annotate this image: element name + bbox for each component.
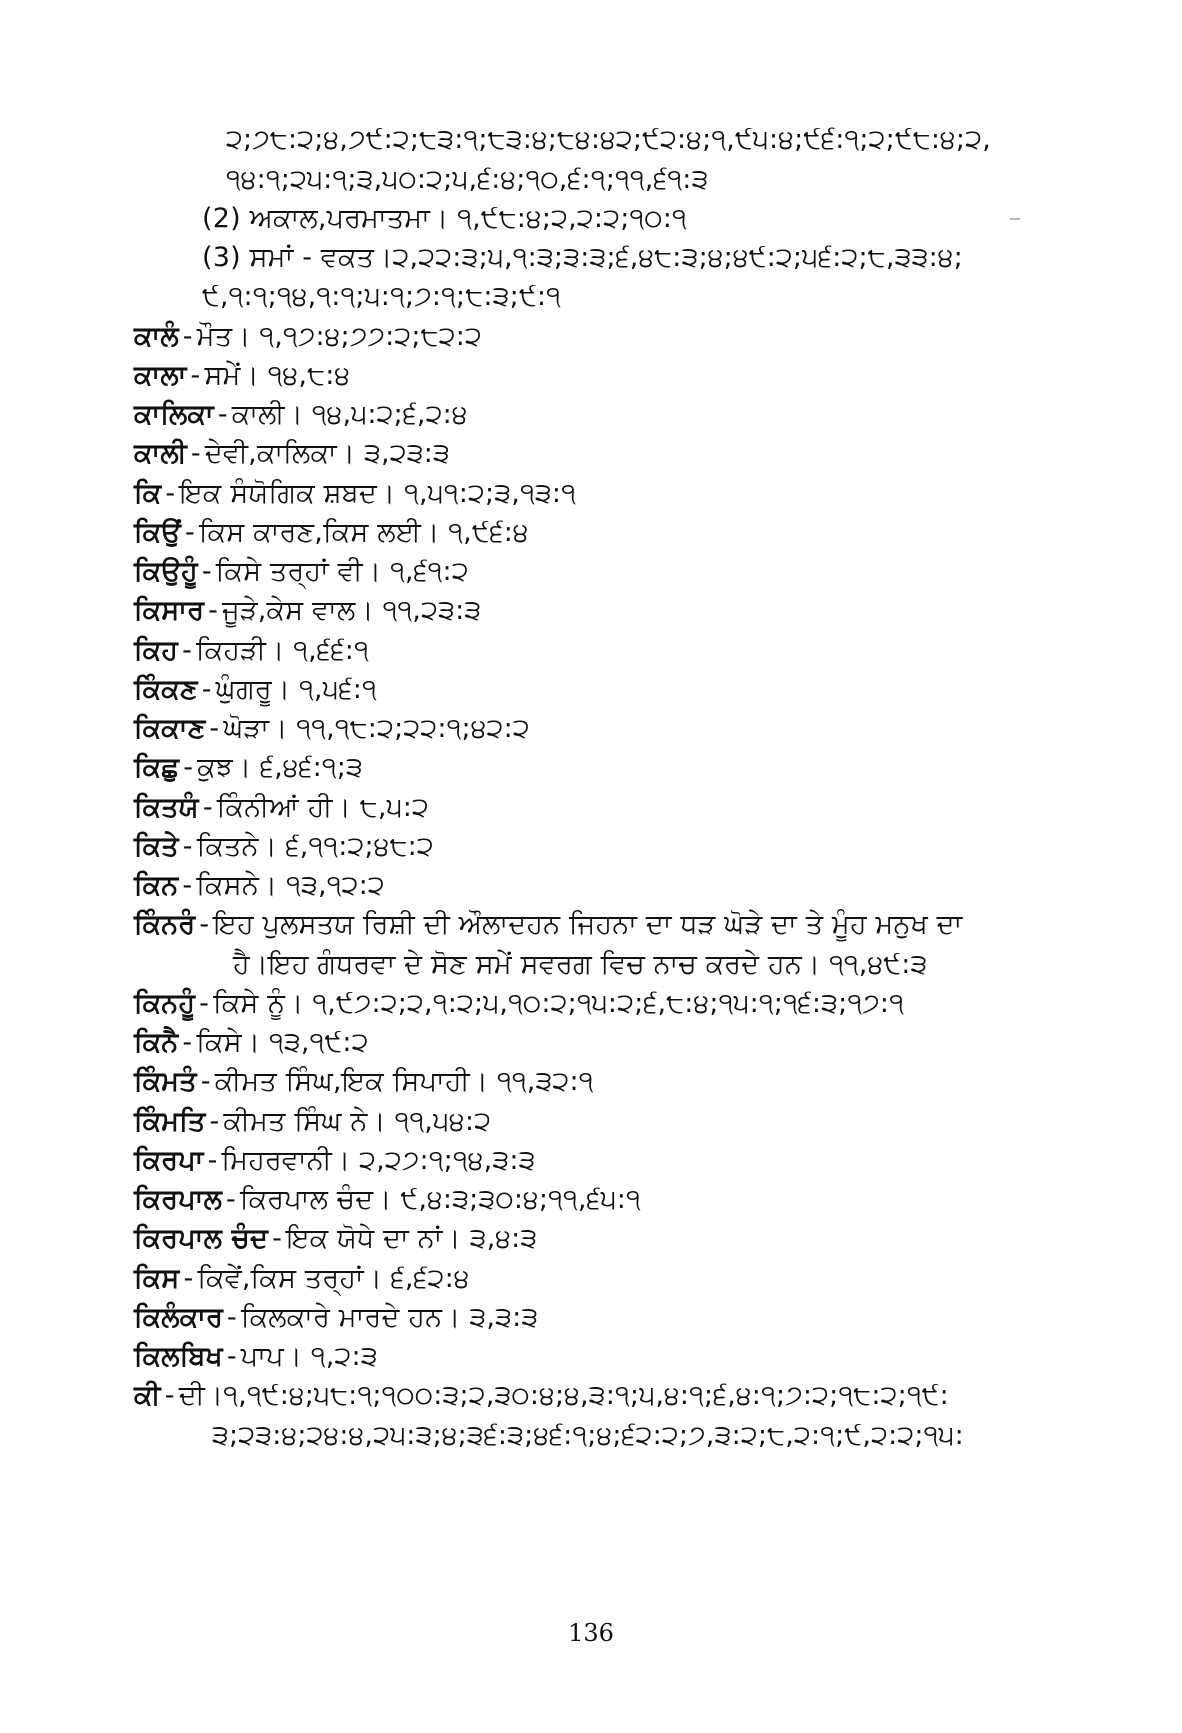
- definition: ਪਾਪ। ੧,੨:੩: [240, 1341, 378, 1372]
- dash: -: [201, 674, 212, 705]
- definition: ਦੇਵੀ,ਕਾਲਿਕਾ। ੩,੨੩:੩: [204, 438, 451, 469]
- headword: ਕਿਹ: [134, 635, 179, 666]
- dash: -: [209, 713, 220, 744]
- entry: [134, 436, 450, 472]
- entry: [134, 1221, 537, 1257]
- definition: ਕਿਸਨੇ। ੧੩,੧੨:੨: [196, 870, 385, 901]
- dash: -: [208, 595, 219, 626]
- dash: -: [182, 1027, 193, 1058]
- definition: ਮਿਹਰਵਾਨੀ। ੨,੨੭:੧;੧੪,੩:੩: [221, 1145, 536, 1176]
- definition: ਇਕ ਸੰਯੋਗਿਕ ਸ਼ਬਦ। ੧,੫੧:੨;੩,੧੩:੧: [179, 478, 577, 509]
- headword: ਕਾਲੀ: [134, 438, 187, 469]
- dash: -: [164, 1380, 175, 1411]
- definition: ਕਿਵੇਂ,ਕਿਸ ਤਰ੍ਹਾਂ। ੬,੬੨:੪: [197, 1263, 470, 1294]
- entry: [134, 672, 377, 708]
- definition: ਇਹ ਪੁਲਸਤਯ ਰਿਸ਼ੀ ਦੀ ਔਲਾਦਹਨ ਜਿਹਨਾ ਦਾ ਧੜ ਘੋੜੇ ਦਾ ਤੇ ਮੂੰਹ ਮਨੁਖ ਦਾ: [213, 909, 963, 940]
- page-number: 136: [568, 1619, 614, 1647]
- headword: ਕਿੰਮਤਿ: [134, 1106, 206, 1137]
- continuation-line: ੧੪:੧;੨੫:੧;੩,੫੦:੨;੫,੬:੪;੧੦,੬:੧;੧੧,੬੧:੩: [226, 164, 709, 195]
- definition: ਕਿਰਪਾਲ ਚੰਦ। ੯,੪:੩;੩੦:੪;੧੧,੬੫:੧: [240, 1184, 641, 1215]
- headword: ਕਿਨੈ: [134, 1027, 179, 1058]
- headword: ਕਿਤਯੰ: [134, 792, 199, 823]
- definition: ਸਮੇਂ। ੧੪,੮:੪: [204, 360, 351, 391]
- dash: -: [165, 478, 176, 509]
- entry: [134, 986, 904, 1022]
- entry: [134, 397, 468, 433]
- dash: -: [183, 752, 194, 783]
- continuation-sense-3: (3) ਸਮਾਂ - ਵਕਤ।੨,੨੨:੩;੫,੧:੩;੩:੩;੬,੪੮:੩;੪;੪੯:੨;੫੬:੨;੮,੩੩:੪;: [202, 242, 963, 273]
- headword: ਕਿਛੁ: [134, 752, 180, 783]
- entry: [134, 1300, 538, 1336]
- dash: -: [185, 517, 195, 548]
- entry: [134, 1378, 949, 1414]
- headword: ਕਾਲੰ: [134, 321, 179, 352]
- headword: ਕਿਲੰਕਾਰ: [134, 1302, 224, 1333]
- headword: ਕਿੰਕਣ: [134, 674, 198, 705]
- headword: ਕੀ: [134, 1380, 161, 1411]
- dash: -: [200, 1066, 211, 1097]
- headword: ਕਿਰਪਾਲ ਚੰਦ: [134, 1223, 269, 1254]
- entry: [134, 750, 363, 786]
- entry: [134, 593, 481, 629]
- dash: -: [209, 1106, 220, 1137]
- headword: ਕਿਉਂ: [134, 517, 182, 548]
- dash: -: [182, 870, 193, 901]
- dash: -: [201, 556, 212, 587]
- definition: ਕਿਸ ਕਾਰਣ,ਕਿਸ ਲਈ। ੧,੯੬:੪: [198, 517, 529, 548]
- dash: -: [183, 1263, 194, 1294]
- entry: [134, 633, 369, 669]
- dash: -: [207, 1145, 218, 1176]
- headword: ਕਿਤੇ: [134, 831, 179, 862]
- headword: ਕਿਰਪਾ: [134, 1145, 204, 1176]
- dash: -: [190, 360, 201, 391]
- entry: [134, 358, 350, 394]
- entry: [134, 790, 429, 826]
- dash: -: [199, 909, 210, 940]
- definition: ਕਿਸੇ ਨੂੰ। ੧,੯੭:੨;੨,੧:੨;੫,੧੦:੨;੧੫:੨;੬,੮:੪;੧੫:੧;੧੬:੩;੧੭:੧: [213, 988, 905, 1019]
- definition: ਕਿਲਕਾਰੇ ਮਾਰਦੇ ਹਨ। ੩,੩:੩: [241, 1302, 539, 1333]
- dash: -: [227, 1302, 237, 1333]
- definition: ਜੂੜੇ,ਕੇਸ ਵਾਲ। ੧੧,੨੩:੩: [222, 595, 482, 626]
- dash: -: [272, 1223, 283, 1254]
- definition: ਕਿਸੇ ਤਰ੍ਹਾਂ ਵੀ। ੧,੬੧:੨: [215, 556, 469, 587]
- entry: [134, 1182, 641, 1218]
- definition: ਕਾਲੀ। ੧੪,੫:੨;੬,੨:੪: [231, 399, 468, 430]
- definition: ਕਿਤਨੇ। ੬,੧੧:੨;੪੮:੨: [196, 831, 434, 862]
- headword: ਕਿਰਪਾਲ: [134, 1184, 223, 1215]
- dash: -: [217, 399, 228, 430]
- definition-continuation: ਹੈ।ਇਹ ਗੰਧਰਵਾ ਦੇ ਸੋਣ ਸਮੇਂ ਸਵਰਗ ਵਿਚ ਨਾਚ ਕਰਦੇ ਹਨ। ੧੧,੪੯:੩: [233, 949, 928, 980]
- entry: [134, 476, 576, 512]
- entry: [134, 829, 434, 865]
- definition: ਘੁੰਗਰੂ। ੧,੫੬:੧: [215, 674, 377, 705]
- definition: ਕਿਸੇ। ੧੩,੧੯:੨: [196, 1027, 369, 1058]
- headword: ਕਿਨ: [134, 870, 179, 901]
- dash: -: [182, 831, 193, 862]
- entry: [134, 1104, 491, 1140]
- entry: [134, 319, 482, 355]
- headword: ਕਿਸ: [134, 1263, 180, 1294]
- continuation-sense-2: (2) ਅਕਾਲ,ਪਰਮਾਤਮਾ। ੧,੯੮:੪;੨,੨:੨;੧੦:੧: [202, 203, 687, 234]
- headword: ਕਿਉਹੂੰ: [134, 556, 198, 587]
- definition: ਕਿਹੜੀ। ੧,੬੬:੧: [196, 635, 369, 666]
- headword: ਕਿਲਬਿਖ: [134, 1341, 223, 1372]
- definition: ਇਕ ਯੋਧੇ ਦਾ ਨਾਂ। ੩,੪:੩: [286, 1223, 538, 1254]
- definition: ਮੌਤ। ੧,੧੭:੪;੭੭:੨;੮੨:੨: [196, 321, 482, 352]
- continuation-line: ੯,੧:੧;੧੪,੧:੧;੫:੧;੭:੧;੮:੩;੯:੧: [202, 281, 561, 312]
- entry: [134, 868, 385, 904]
- dash: -: [199, 988, 210, 1019]
- entry: [134, 1064, 594, 1100]
- dash: -: [202, 792, 213, 823]
- dash: -: [190, 438, 201, 469]
- headword: ਕਿਨਹੂੰ: [134, 988, 196, 1019]
- definition-continuation: ੩;੨੩:੪;੨੪:੪,੨੫:੩;੪;੩੬:੩;੪੬:੧;੪;੬੨:੨;੭,੩:੨;੮,੨:੧;੯,੨:੨;੧੫:: [212, 1420, 964, 1451]
- entry: [134, 1025, 369, 1061]
- definition: ਕੁਝ। ੬,੪੬:੧;੩: [197, 752, 364, 783]
- entry: [134, 1143, 536, 1179]
- dash: -: [226, 1341, 237, 1372]
- headword: ਕਾਲਿਕਾ: [134, 399, 214, 430]
- entry: [134, 554, 469, 590]
- headword: ਕਿਸਾਰ: [134, 595, 205, 626]
- definition: ਘੋੜਾ। ੧੧,੧੮:੨;੨੨:੧;੪੨:੨: [223, 713, 530, 744]
- headword: ਕਿਕਾਣ: [134, 713, 206, 744]
- headword: ਕਾਲਾ: [134, 360, 187, 391]
- definition: ਕੀਮਤ ਸਿੰਘ ਨੇ। ੧੧,੫੪:੨: [223, 1106, 492, 1137]
- headword: ਕਿੰਨਰੰ: [134, 909, 196, 940]
- dash: -: [226, 1184, 236, 1215]
- scan-mark: [1010, 218, 1020, 220]
- definition: ਕੀਮਤ ਸਿੰਘ,ਇਕ ਸਿਪਾਹੀ। ੧੧,੩੨:੧: [214, 1066, 594, 1097]
- entry: [134, 515, 529, 551]
- definition: ਕਿੰਨੀਆਂ ਹੀ। ੮,੫:੨: [216, 792, 430, 823]
- dash: -: [182, 321, 193, 352]
- entry: [134, 1339, 378, 1375]
- definition: ਦੀ।੧,੧੯:੪;੫੮:੧;੧੦੦:੩;੨,੩੦:੪;੪,੩:੧;੫,੪:੧;੬,੪:੧;੭:੨;੧੮:੨;੧੯:: [178, 1380, 949, 1411]
- headword: ਕਿੰਮਤੰ: [134, 1066, 197, 1097]
- dash: -: [182, 635, 193, 666]
- entry: [134, 711, 530, 747]
- continuation-line: ੨;੭੮:੨;੪,੭੯:੨;੮੩:੧;੮੩:੪;੮੪:੪੨;੯੨:੪;੧,੯੫:੪;੯੬:੧;੨;੯੮:੪;੨,: [226, 124, 992, 155]
- entry: [134, 1261, 470, 1297]
- entry: [134, 907, 962, 943]
- headword: ਕਿ: [134, 478, 162, 509]
